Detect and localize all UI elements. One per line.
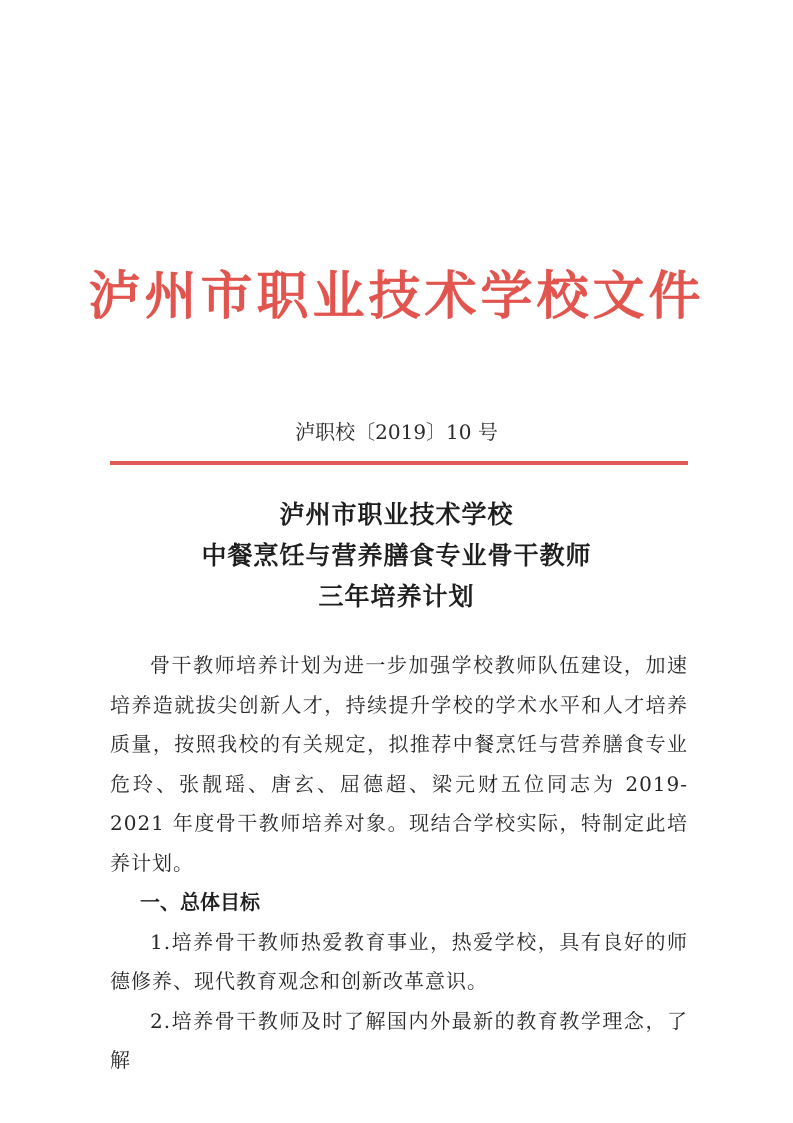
document-body [110, 646, 688, 1081]
document-number: 泸职校〔2019〕10 号 [295, 420, 498, 444]
title-line-3: 三年培养计划 [318, 582, 475, 611]
document-header-title: 泸州市职业技术学校文件 [88, 266, 705, 327]
title-line-2: 中餐烹饪与营养膳食专业骨干教师 [201, 541, 592, 570]
section-heading-overall-goals: 一、总体目标 [140, 890, 260, 914]
intro-paragraph: 骨干教师培养计划为进一步加强学校教师队伍建设，加速培养造就拔尖创新人才，持续提升学校的学术水平和人才培养质量，按照我校的有关规定，拟推荐中餐烹饪与营养膳食专业危玲、张靓瑶、唐玄、屈德超、梁元财五位同志为 2019-2021 年度骨干教师培养对象。现结合学校实际，特制定此培养计划。 [110, 653, 688, 875]
goal-item-2: 2.培养骨干教师及时了解国内外最新的教育教学理念，了解 [110, 1008, 688, 1072]
red-divider-line [110, 461, 688, 465]
document-title [0, 494, 793, 617]
title-line-1: 泸州市职业技术学校 [279, 500, 514, 529]
goal-item-1: 1.培养骨干教师热爱教育事业，热爱学校，具有良好的师德修养、现代教育观念和创新改革意识。 [110, 929, 688, 993]
